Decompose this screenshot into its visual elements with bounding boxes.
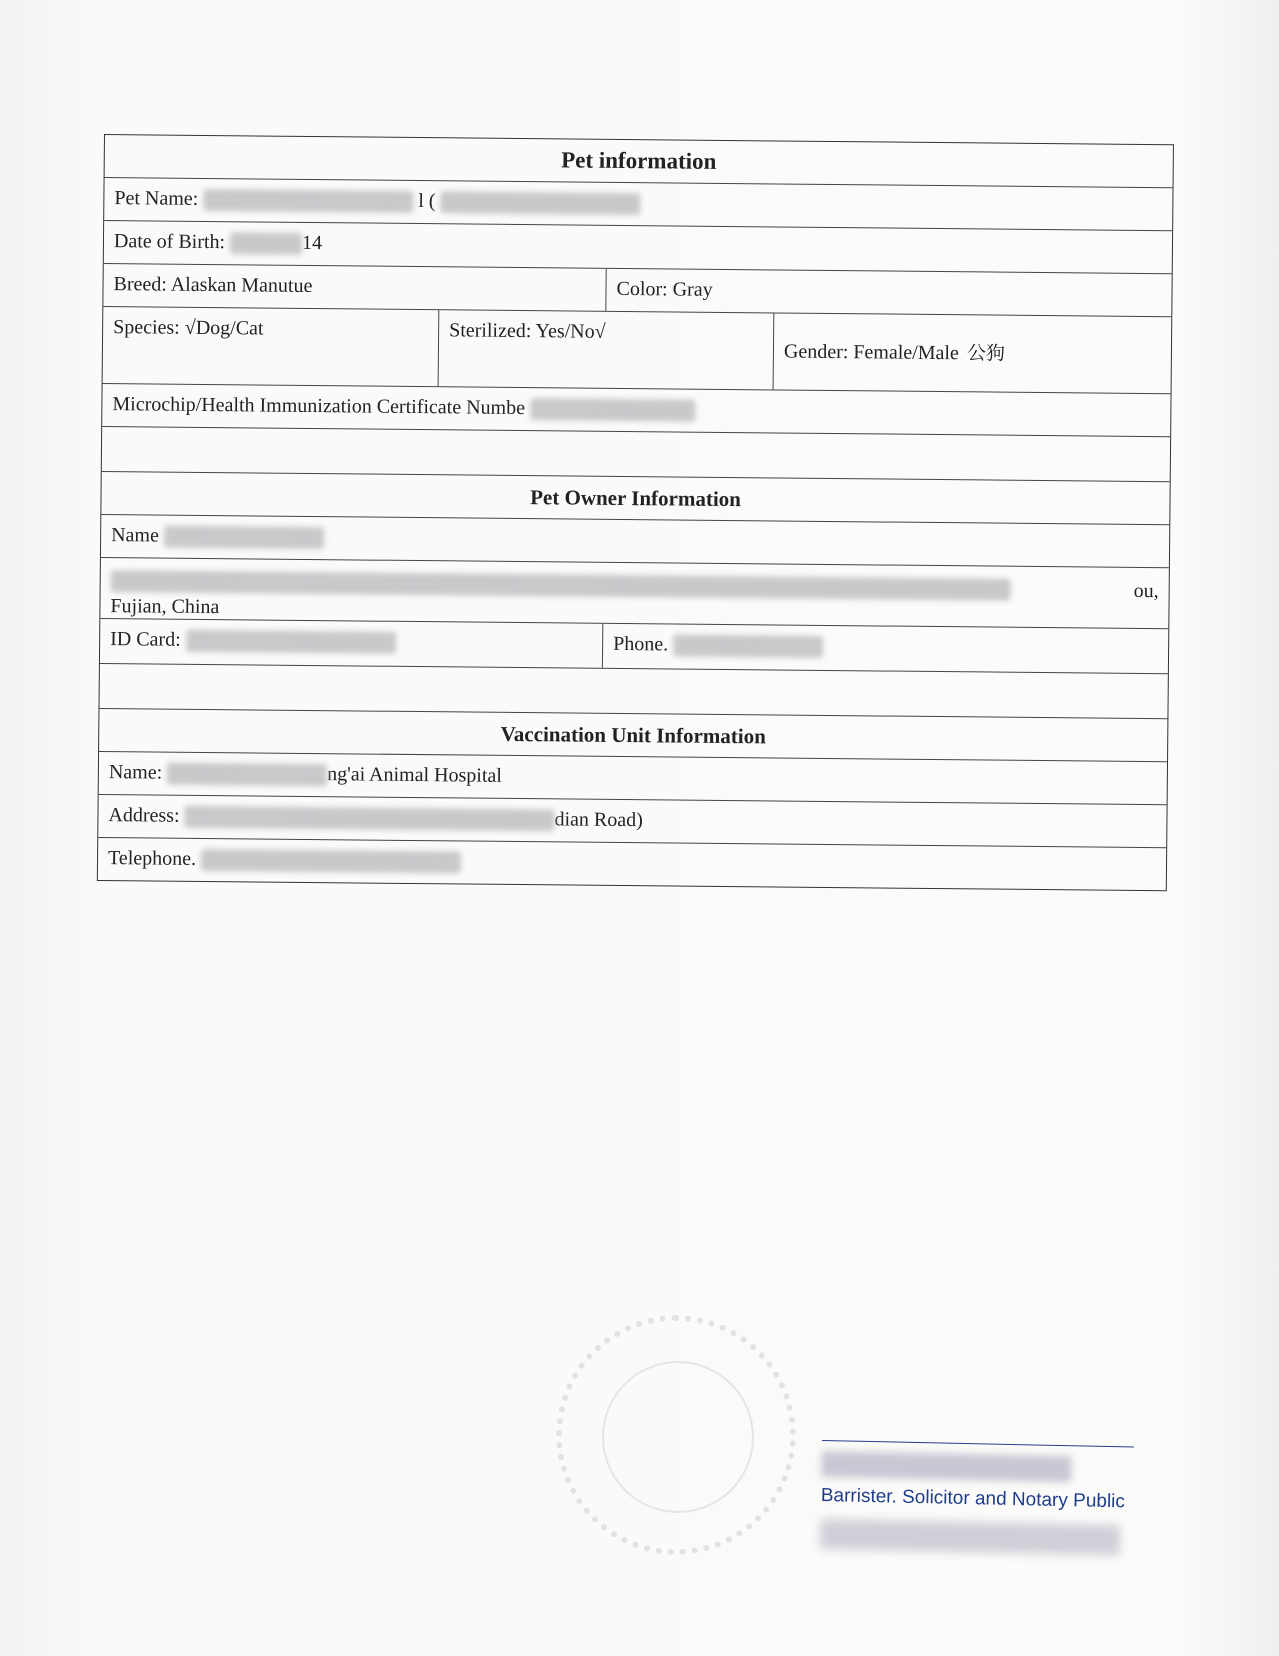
pet-name-label: Pet Name: bbox=[114, 187, 199, 210]
sterilized-text: Sterilized: Yes/No√ bbox=[449, 319, 606, 343]
gender-cell bbox=[773, 313, 1172, 393]
color-cell bbox=[605, 269, 1171, 316]
owner-address-line2: Fujian, China bbox=[110, 595, 220, 619]
owner-name-label: Name bbox=[111, 524, 160, 547]
redacted-pet-name bbox=[203, 189, 413, 213]
vaccination-telephone-row bbox=[98, 838, 1166, 890]
vaccination-telephone-label: Telephone. bbox=[107, 847, 197, 870]
notary-seal-stamp bbox=[556, 1315, 796, 1555]
phone-cell bbox=[602, 624, 1168, 673]
redacted-notary-name bbox=[821, 1451, 1071, 1482]
redacted-hospital-name bbox=[167, 763, 327, 787]
gender-chinese-note: 公狗 bbox=[966, 342, 1005, 365]
vaccination-name-label: Name: bbox=[108, 761, 163, 784]
redacted-notary-details bbox=[820, 1519, 1121, 1555]
dob-label: Date of Birth: bbox=[113, 230, 226, 254]
seal-inner-ring bbox=[602, 1361, 754, 1513]
sterilized-cell bbox=[438, 310, 774, 389]
redacted-pet-name-alt bbox=[440, 192, 640, 216]
owner-address-tail: ou, bbox=[1133, 579, 1159, 603]
breed-text: Breed: Alaskan Manutue bbox=[113, 273, 313, 298]
redacted-dob bbox=[230, 233, 302, 256]
redacted-hospital-address bbox=[184, 806, 554, 832]
notary-signature-block bbox=[820, 1440, 1134, 1556]
redacted-owner-name bbox=[164, 526, 324, 550]
species-cell bbox=[103, 307, 439, 386]
owner-info-title: Pet Owner Information bbox=[530, 485, 742, 512]
redacted-id-card bbox=[186, 630, 396, 654]
redacted-microchip-number bbox=[530, 399, 695, 423]
vaccination-address-tail: dian Road) bbox=[554, 808, 643, 832]
vaccination-address-label: Address: bbox=[108, 804, 180, 827]
signature-line bbox=[822, 1440, 1134, 1448]
breed-cell bbox=[103, 264, 605, 311]
phone-label: Phone. bbox=[613, 632, 669, 656]
vaccination-info-title: Vaccination Unit Information bbox=[500, 721, 766, 749]
color-text: Color: Gray bbox=[616, 277, 713, 301]
dob-tail: 14 bbox=[301, 231, 323, 255]
pet-name-tail: l ( bbox=[418, 190, 436, 213]
id-card-label: ID Card: bbox=[110, 628, 181, 651]
notary-title: Barrister. Solicitor and Notary Public bbox=[820, 1484, 1126, 1513]
microchip-label: Microchip/Health Immunization Certificate Numbe bbox=[112, 393, 526, 420]
owner-address-row bbox=[100, 558, 1169, 629]
vaccination-name-tail: ng'ai Animal Hospital bbox=[327, 763, 502, 787]
species-row bbox=[103, 307, 1172, 394]
species-text: Species: √Dog/Cat bbox=[113, 316, 264, 340]
pet-info-title: Pet information bbox=[561, 147, 717, 174]
pet-certificate-form bbox=[97, 134, 1174, 891]
redacted-phone bbox=[673, 635, 823, 658]
id-card-cell bbox=[100, 619, 602, 668]
gender-text: Gender: Female/Male bbox=[783, 340, 959, 365]
redacted-hospital-telephone bbox=[201, 849, 461, 873]
